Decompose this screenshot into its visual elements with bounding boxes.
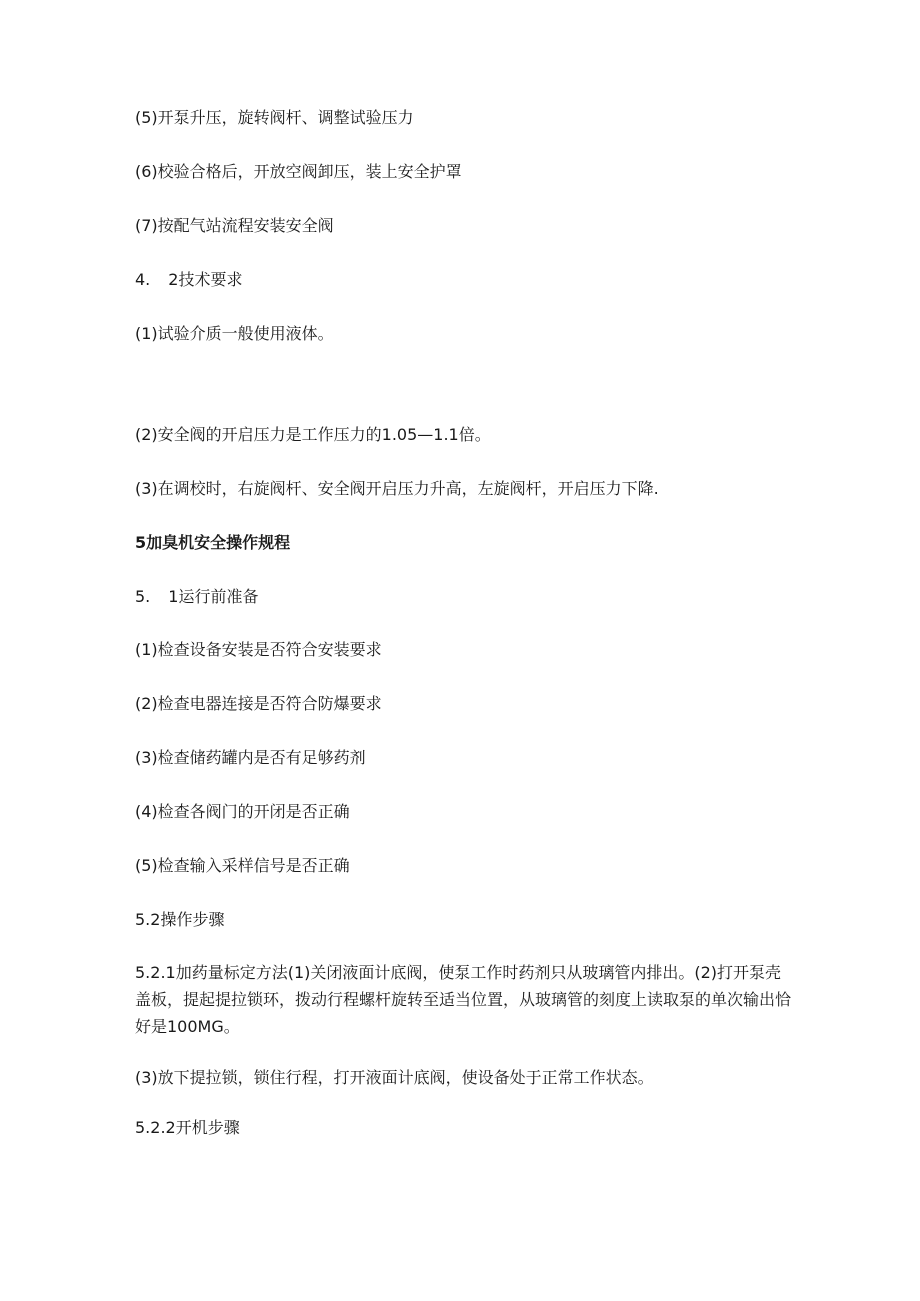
text-line: (3)在调校时，右旋阀杆、安全阀开启压力升高，左旋阀杆，开启压力下降. [135, 479, 659, 498]
text-line: (5)开泵升压，旋转阀杆、调整试验压力 [135, 108, 414, 127]
text-line: (3)放下提拉锁，锁住行程，打开液面计底阀，使设备处于正常工作状态。 [135, 1068, 654, 1087]
text-line: (4)检查各阀门的开闭是否正确 [135, 802, 350, 821]
chapter-heading: 5加臭机安全操作规程 [135, 533, 291, 552]
text-line: (1)试验介质一般使用液体。 [135, 324, 334, 343]
section-heading [135, 586, 795, 608]
text-line: (5)检查输入采样信号是否正确 [135, 856, 350, 875]
text-line: (3)检查储药罐内是否有足够药剂 [135, 748, 366, 767]
section-title: 1运行前准备 [168, 587, 259, 606]
subsection-heading: 5.2操作步骤 [135, 910, 225, 929]
text-line: (7)按配气站流程安装安全阀 [135, 216, 334, 235]
text-line: (1)检查设备安装是否符合安装要求 [135, 640, 382, 659]
text-line: (6)校验合格后，开放空阀卸压，装上安全护罩 [135, 162, 462, 181]
text-line: (2)安全阀的开启压力是工作压力的1.05—1.1倍。 [135, 425, 491, 444]
section-title: 2技术要求 [168, 270, 243, 289]
paragraph: 5.2.1加药量标定方法(1)关闭液面计底阀，使泵工作时药剂只从玻璃管内排出。(2)打开泵壳盖板，提起提拉锁环，拨动行程螺杆旋转至适当位置，从玻璃管的刻度上读取泵的单次输出恰好是100MG。 [135, 963, 792, 1036]
text-line: (2)检查电器连接是否符合防爆要求 [135, 694, 382, 713]
section-number: 5. [135, 587, 151, 606]
section-number: 4. [135, 270, 151, 289]
subsection-heading: 5.2.2开机步骤 [135, 1118, 240, 1137]
section-heading [135, 269, 795, 291]
